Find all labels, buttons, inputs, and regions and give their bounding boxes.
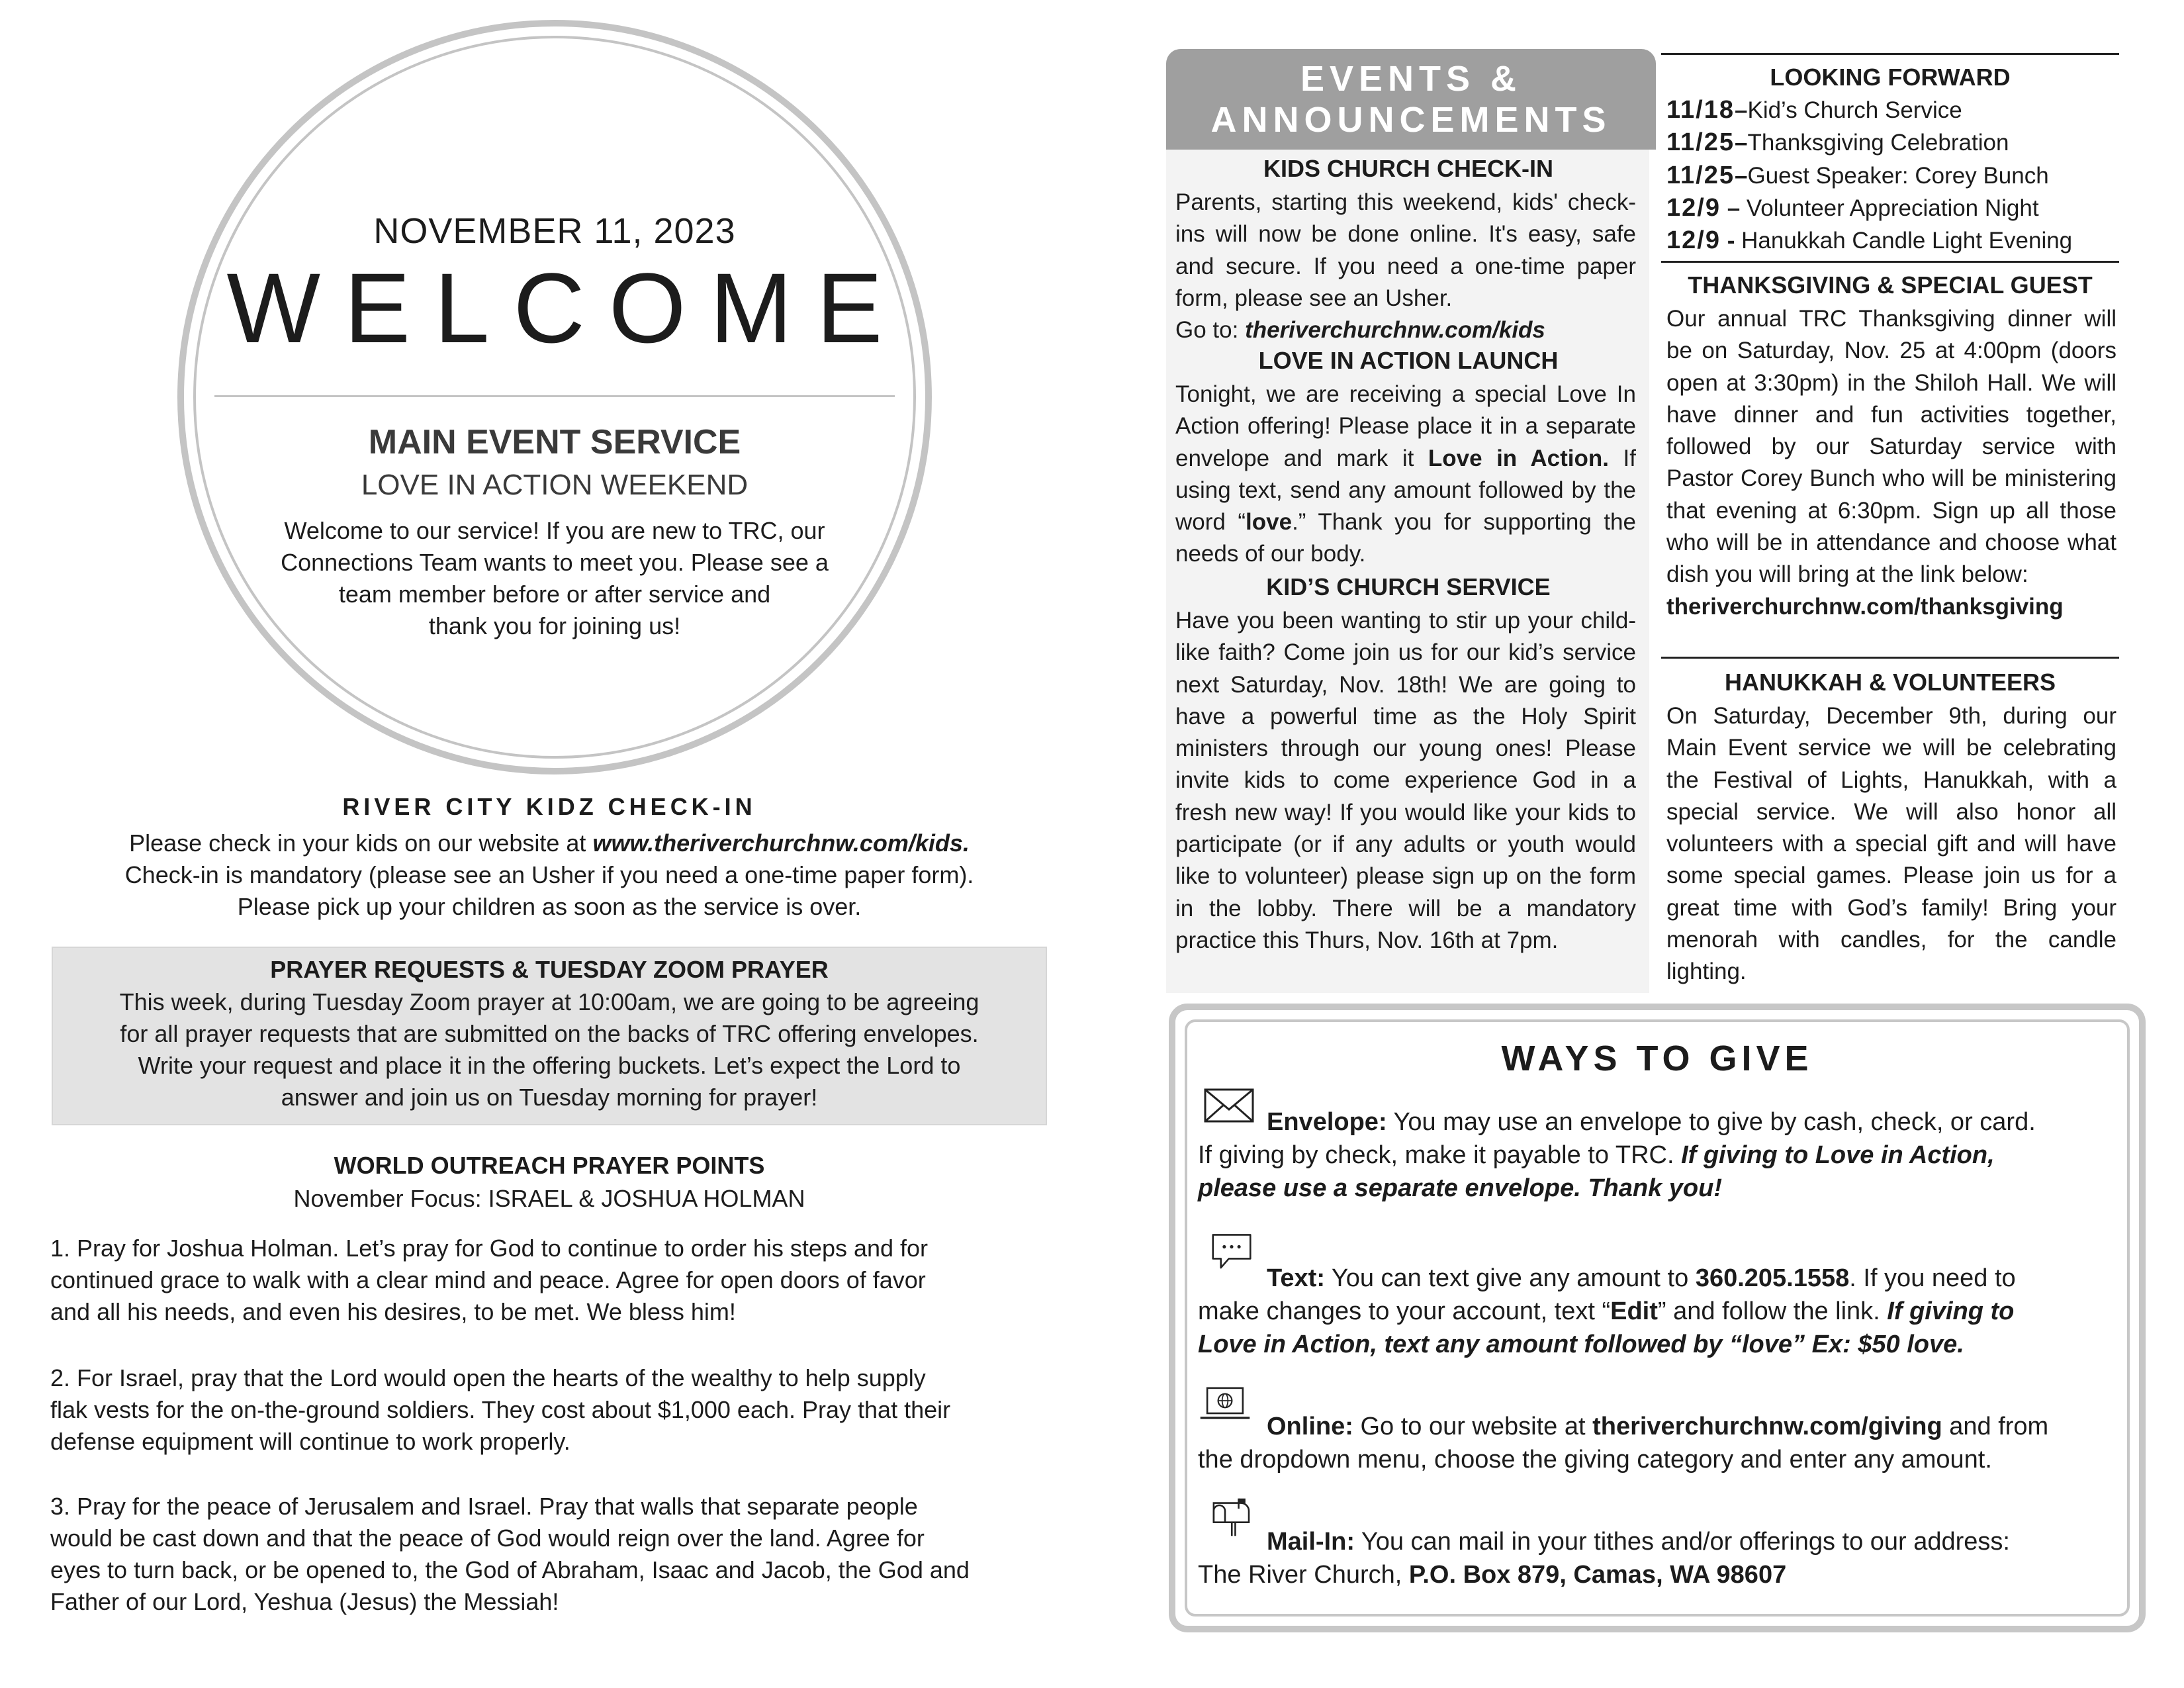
welcome-line: team member before or after service and: [338, 581, 771, 608]
event-date: 12/9: [1666, 193, 1721, 222]
prayer-line: answer and join us on Tuesday morning for prayer!: [281, 1084, 818, 1111]
give-title: WAYS TO GIVE: [1501, 1039, 1813, 1078]
text-text: . If you need to: [1849, 1264, 2016, 1292]
separator: -: [1720, 228, 1742, 254]
welcome-line: Connections Team wants to meet you. Please see a: [281, 549, 829, 576]
give-text: [1198, 1262, 2118, 1361]
event-name: Kid’s Church Service: [1747, 97, 1962, 123]
event-date: 11/18: [1666, 96, 1735, 124]
kids-church-checkin-body: [1175, 187, 1636, 346]
online-text: the dropdown menu, choose the giving category and enter any amount.: [1198, 1446, 1992, 1474]
envelope-note: If giving to Love in Action,: [1681, 1141, 1995, 1169]
thanksgiving-text: Our annual TRC Thanksgiving dinner will be on Saturday, Nov. 25 at 4:00pm (doors open at 3:30pm) in the Shiloh Hall. We will have dinner and fun activities together, followed by our Saturday service with Pastor Corey Bunch who will be ministering that evening at 6:30pm. Sign up all those who will be in attendance and choose what dish you will bring at the link below:: [1666, 306, 2116, 588]
goto-label: Go to:: [1175, 317, 1246, 344]
list-item: [1666, 94, 2130, 126]
prayer-point-line: flak vests for the on-the-ground soldiers. They cost about $1,000 each. Pray that their: [50, 1396, 951, 1423]
list-item: [1666, 192, 2130, 224]
prayer-title: PRAYER REQUESTS & TUESDAY ZOOM PRAYER: [270, 956, 829, 983]
love-in-action-body: [1175, 379, 1636, 571]
hanukkah-title: HANUKKAH & VOLUNTEERS: [1724, 669, 2056, 696]
envelope-note: please use a separate envelope. Thank you!: [1198, 1174, 1722, 1202]
kids-checkin-text: Parents, starting this weekend, kids' check-ins will now be done online. It's easy, safe and secure. If you need a one-time paper form, please see an Usher.: [1175, 189, 1636, 311]
prayer-point-line: Father of our Lord, Yeshua (Jesus) the Messiah!: [50, 1588, 559, 1615]
separator: –: [1735, 162, 1748, 189]
online-label: Online:: [1267, 1413, 1353, 1440]
text-text: make changes to your account, text “: [1198, 1297, 1611, 1325]
list-item: [1666, 126, 2130, 159]
kids-service-body: Have you been wanting to stir up your child-like faith? Come join us for our kid’s service next Saturday, Nov. 18th! We are going to have a powerful time as the Holy Spirit ministers through our young ones! Please invite kids to come experience God in a fresh new way! If you would like your kids to participate (or if any adults or youth would like to volunteer) please sign up on the form in the lobby. There will be a mandatory practice this Thurs, Nov. 16th at 7pm.: [1175, 608, 1636, 953]
lia-bold: Love in Action.: [1428, 445, 1610, 471]
online-text: Go to our website at: [1353, 1413, 1593, 1440]
prayer-point-3: [50, 1491, 1056, 1618]
lia-text-1: Tonight, we are receiving a special Love In Action offering! Please place it in a separate envelope and mark it: [1175, 381, 1636, 471]
thanksgiving-link[interactable]: theriverchurchnw.com/thanksgiving: [1666, 593, 2064, 620]
outreach-title: WORLD OUTREACH PRAYER POINTS: [334, 1152, 765, 1179]
event-name: Hanukkah Candle Light Evening: [1741, 228, 2073, 254]
kidz-line-1: Please check in your kids on our website at: [129, 829, 593, 857]
events-title: [1166, 58, 1656, 140]
welcome-circle-inner: [193, 36, 916, 759]
separator: –: [1735, 97, 1748, 123]
welcome-divider: [214, 395, 895, 397]
prayer-point-line: 2. For Israel, pray that the Lord would open the hearts of the wealthy to help supply: [50, 1364, 926, 1391]
event-name: Guest Speaker: Corey Bunch: [1747, 162, 2049, 189]
welcome-heading: WELCOME: [226, 252, 907, 363]
divider: [1661, 53, 2119, 55]
mail-text: You can mail in your tithes and/or offerings to our address:: [1354, 1528, 2010, 1556]
kidz-line-3: Please pick up your children as soon as the service is over.: [237, 893, 862, 920]
prayer-point-2: [50, 1362, 1056, 1458]
event-name: Volunteer Appreciation Night: [1746, 195, 2039, 221]
envelope-text: If giving by check, make it payable to TRC.: [1198, 1141, 1682, 1169]
prayer-point-line: continued grace to walk with a clear mind and peace. Agree for open doors of favor: [50, 1266, 926, 1293]
lia-text-3: .” Thank you for supporting the needs of our body.: [1175, 509, 1636, 567]
list-item: [1666, 160, 2130, 192]
envelope-label: Envelope:: [1267, 1108, 1387, 1136]
bulletin-date: NOVEMBER 11, 2023: [373, 211, 736, 251]
event-date: 12/9: [1666, 226, 1721, 255]
prayer-line: Write your request and place it in the offering buckets. Let’s expect the Lord to: [138, 1052, 961, 1079]
prayer-body: [73, 986, 1026, 1113]
give-mail: [1198, 1525, 2118, 1591]
welcome-line: Welcome to our service! If you are new to TRC, our: [284, 517, 825, 544]
events-title-line-2: ANNOUNCEMENTS: [1210, 100, 1612, 140]
love-in-action-title: LOVE IN ACTION LAUNCH: [1258, 347, 1559, 374]
prayer-point-line: eyes to turn back, or be opened to, the God of Abraham, Isaac and Jacob, the God and: [50, 1556, 970, 1583]
envelope-text: You may use an envelope to give by cash, check, or card.: [1387, 1108, 2036, 1136]
event-date: 11/25: [1666, 161, 1735, 189]
give-envelope: [1198, 1105, 2118, 1205]
text-number[interactable]: 360.205.1558: [1695, 1264, 1850, 1292]
kids-checkin-link[interactable]: theriverchurchnw.com/kids: [1245, 317, 1545, 344]
kids-service-title: KID’S CHURCH SERVICE: [1266, 573, 1551, 600]
text-label: Text:: [1267, 1264, 1325, 1292]
mail-address: P.O. Box 879, Camas, WA 98607: [1408, 1561, 1787, 1589]
text-edit-keyword: Edit: [1610, 1297, 1658, 1325]
kidz-line-2: Check-in is mandatory (please see an Usher if you need a one-time paper form).: [124, 861, 974, 888]
looking-forward-title: LOOKING FORWARD: [1770, 64, 2011, 91]
give-online: [1198, 1410, 2118, 1476]
kidz-checkin-body: [53, 827, 1046, 923]
online-text: and from: [1942, 1413, 2049, 1440]
prayer-line: This week, during Tuesday Zoom prayer at 10:00am, we are going to be agreeing: [119, 988, 979, 1015]
separator: –: [1735, 130, 1748, 156]
event-date: 11/25: [1666, 128, 1735, 157]
thanksgiving-body: [1666, 303, 2116, 623]
text-note: If giving to: [1887, 1297, 2015, 1325]
lia-word: love: [1246, 509, 1293, 536]
giving-link[interactable]: theriverchurchnw.com/giving: [1592, 1413, 1942, 1440]
divider: [1661, 261, 2119, 263]
weekend-theme: LOVE IN ACTION WEEKEND: [361, 469, 749, 501]
list-item: [1666, 224, 2130, 257]
text-note: Love in Action, text any amount followed by “love” Ex: $50 love.: [1198, 1331, 1964, 1358]
prayer-point-line: would be cast down and that the peace of God would reign over the land. Agree for: [50, 1524, 925, 1552]
kidz-checkin-title: RIVER CITY KIDZ CHECK-IN: [342, 793, 756, 820]
prayer-point-line: 1. Pray for Joshua Holman. Let’s pray for God to continue to order his steps and for: [50, 1235, 929, 1262]
looking-forward-list: [1666, 94, 2130, 257]
event-name: Thanksgiving Celebration: [1747, 130, 2009, 156]
divider: [1661, 657, 2119, 659]
mail-text: The River Church,: [1198, 1561, 1409, 1589]
prayer-point-line: and all his needs, and even his desires, to be met. We bless him!: [50, 1298, 736, 1325]
prayer-line: for all prayer requests that are submitted on the backs of TRC offering envelopes.: [120, 1020, 979, 1047]
text-text: ” and follow the link.: [1657, 1297, 1888, 1325]
hanukkah-body: On Saturday, December 9th, during our Main Event service we will be celebrating the Festival of Lights, Hanukkah, with a special service. We will also honor all volunteers with a special gift and will have some special games. Please join us for a great time with God’s family! Bring your menorah with candles, for the candle lighting.: [1666, 703, 2116, 985]
lia-text-2: If using text, send any amount followed by the word “: [1175, 445, 1636, 536]
prayer-point-line: defense equipment will continue to work properly.: [50, 1428, 570, 1455]
prayer-point-1: [50, 1233, 1056, 1328]
outreach-focus: November Focus: ISRAEL & JOSHUA HOLMAN: [293, 1185, 805, 1212]
mail-label: Mail-In:: [1267, 1528, 1355, 1556]
events-title-line-1: EVENTS &: [1300, 59, 1522, 99]
welcome-message: [245, 515, 864, 642]
welcome-line: thank you for joining us!: [428, 612, 681, 639]
kids-church-checkin-title: KIDS CHURCH CHECK-IN: [1263, 155, 1553, 182]
prayer-point-line: 3. Pray for the peace of Jerusalem and Israel. Pray that walls that separate people: [50, 1493, 918, 1520]
service-name: MAIN EVENT SERVICE: [368, 423, 741, 461]
kids-link[interactable]: www.theriverchurchnw.com/kids.: [592, 829, 970, 857]
thanksgiving-title: THANKSGIVING & SPECIAL GUEST: [1688, 271, 2093, 299]
text-text: You can text give any amount to: [1324, 1264, 1696, 1292]
separator: –: [1720, 195, 1747, 221]
